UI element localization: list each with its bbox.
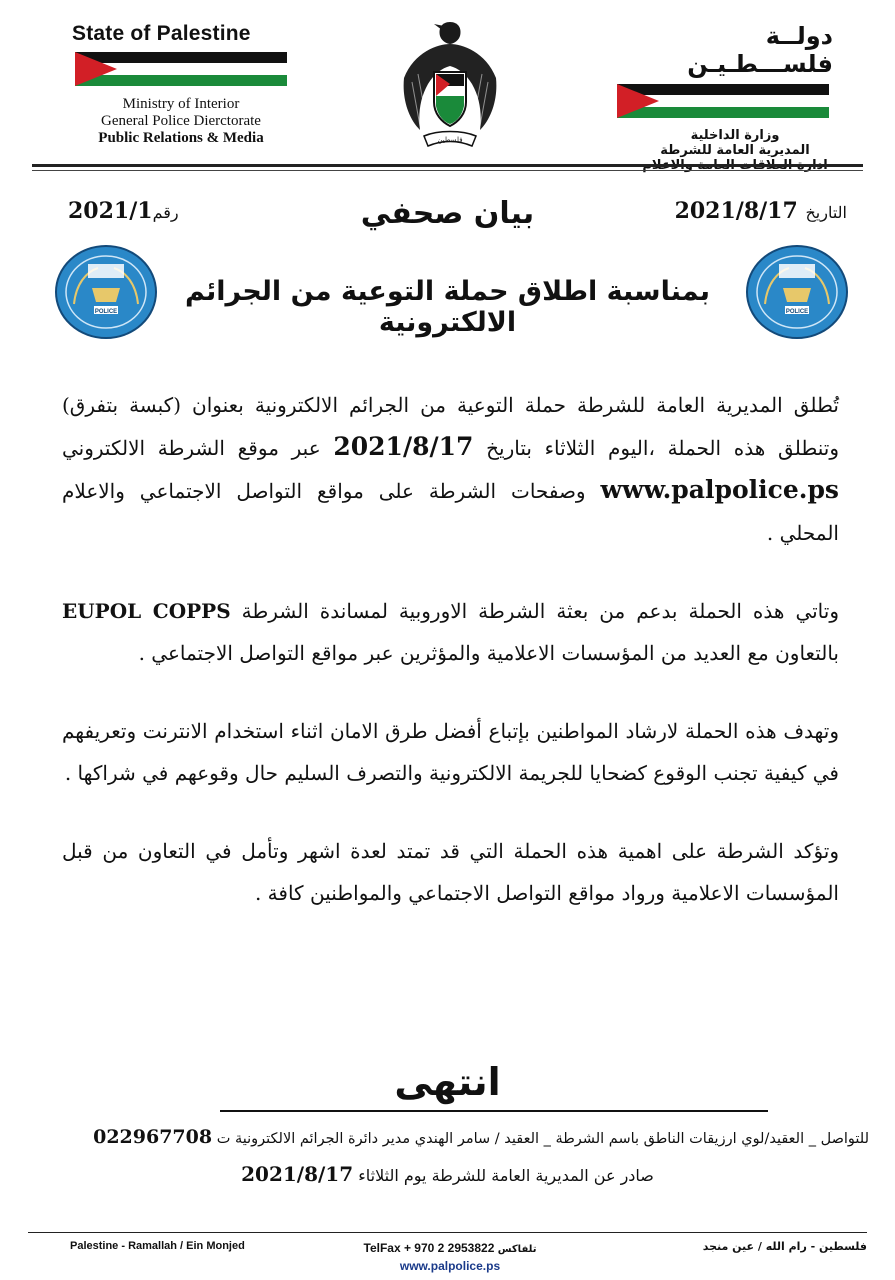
footer-divider xyxy=(28,1232,867,1233)
footer-website-link[interactable]: www.palpolice.ps xyxy=(399,1259,501,1273)
p1-date: 2021/8/17 xyxy=(333,432,474,461)
document-date xyxy=(675,198,847,224)
header-divider xyxy=(32,164,863,167)
footer-address-arabic: فلسطين - رام الله / عين منجد xyxy=(702,1240,867,1253)
contact-phone: 022967708 xyxy=(93,1126,213,1148)
state-name-arabic: دولــة فلســـطـيـن xyxy=(687,22,833,78)
footer-telfax-number: TelFax + 970 2 2953822 xyxy=(363,1241,495,1255)
emblem-scroll-text: فلسطين xyxy=(437,136,463,144)
ministry-english: Ministry of Interior xyxy=(122,96,240,112)
press-release-heading: بيان صحفي xyxy=(360,196,535,231)
contact-line xyxy=(28,1126,869,1148)
paragraph-1 xyxy=(62,384,839,554)
paragraph-2 xyxy=(62,590,839,674)
footer-contact xyxy=(300,1240,600,1274)
press-release-body xyxy=(62,384,839,950)
date-value: 2021/8/17 xyxy=(674,198,798,224)
date-label: التاريخ xyxy=(805,203,847,222)
flag-icon xyxy=(615,84,855,122)
badge-text: POLICE xyxy=(785,309,809,315)
end-marker: انتهى xyxy=(394,1060,501,1104)
p2-part-b: بالتعاون مع العديد من المؤسسات الاعلامية والمؤثرين عبر مواقع التواصل الاجتماعي . xyxy=(138,641,839,665)
reference-number-label: رقم xyxy=(152,203,179,222)
footer-address-english: Palestine - Ramallah / Ein Monjed xyxy=(70,1240,245,1252)
header-english-block xyxy=(62,22,300,147)
footer-telfax-arabic: تلفاكس xyxy=(497,1244,537,1255)
p1-part-c: عبر موقع الشرطة الالكتروني xyxy=(62,436,321,460)
p1-part-a: تُطلق المديرية العامة للشرطة حملة التوعية من الجرائم الالكترونية بعنوان (كبسة بتفرق) xyxy=(62,393,839,417)
p2-organization: EUPOL COPPS xyxy=(62,599,231,623)
police-badge-icon xyxy=(745,244,849,340)
header-divider-thin xyxy=(32,170,863,171)
p1-part-d: وصفحات الشرطة على مواقع التواصل الاجتماعي والاعلام المحلي . xyxy=(62,479,839,545)
press-release-subtitle: بمناسبة اطلاق حملة التوعية من الجرائم الالكترونية xyxy=(184,276,711,338)
paragraph-4: وتؤكد الشرطة على اهمية هذه الحملة التي قد تمتد لعدة اشهر وتأمل في التعاون من قبل المؤسسات الاعلامية ورواد مواقع التواصل الاجتماعي والمواطنين كافة . xyxy=(62,839,839,905)
flag-icon xyxy=(62,52,300,90)
p2-part-a: وتاتي هذه الحملة بدعم من بعثة الشرطة الاوروبية لمساندة الشرطة xyxy=(241,599,839,623)
issued-text: صادر عن المديرية العامة للشرطة يوم الثلاثاء xyxy=(358,1166,654,1185)
reference-number-value: 2021/1 xyxy=(68,198,153,224)
issued-date: 2021/8/17 xyxy=(241,1162,354,1186)
footer-telfax xyxy=(300,1240,600,1258)
end-divider xyxy=(220,1110,768,1112)
eagle-emblem-icon xyxy=(398,18,502,158)
department-english: Public Relations & Media xyxy=(98,130,264,146)
ministry-arabic: وزارة الداخلية xyxy=(690,128,780,143)
issued-by-line xyxy=(0,1162,895,1186)
police-badge-icon xyxy=(54,244,158,340)
state-name-english: State of Palestine xyxy=(72,22,251,45)
p1-part-b: وتنطلق هذه الحملة ،اليوم الثلاثاء بتاريخ xyxy=(486,436,840,460)
paragraph-3: وتهدف هذه الحملة لارشاد المواطنين بإتباع أفضل طرق الامان اثناء استخدام الانترنت وتعريفهم في كيفية تجنب الوقوع كضحايا للجريمة الالكترونية والتصرف السليم حال وقوعهم في شراكها . xyxy=(62,719,839,785)
police-website-link[interactable]: www.palpolice.ps xyxy=(600,475,839,504)
directorate-english: General Police Dierctorate xyxy=(101,113,261,129)
directorate-arabic: المديرية العامة للشرطة xyxy=(660,143,810,158)
badge-text: POLICE xyxy=(94,309,118,315)
header-arabic-block xyxy=(615,22,855,173)
contact-text: للتواصل _ العقيد/لوي ارزيقات الناطق باسم الشرطة _ العقيد / سامر الهندي مدير دائرة الجرائم الالكترونية ت xyxy=(216,1131,869,1147)
